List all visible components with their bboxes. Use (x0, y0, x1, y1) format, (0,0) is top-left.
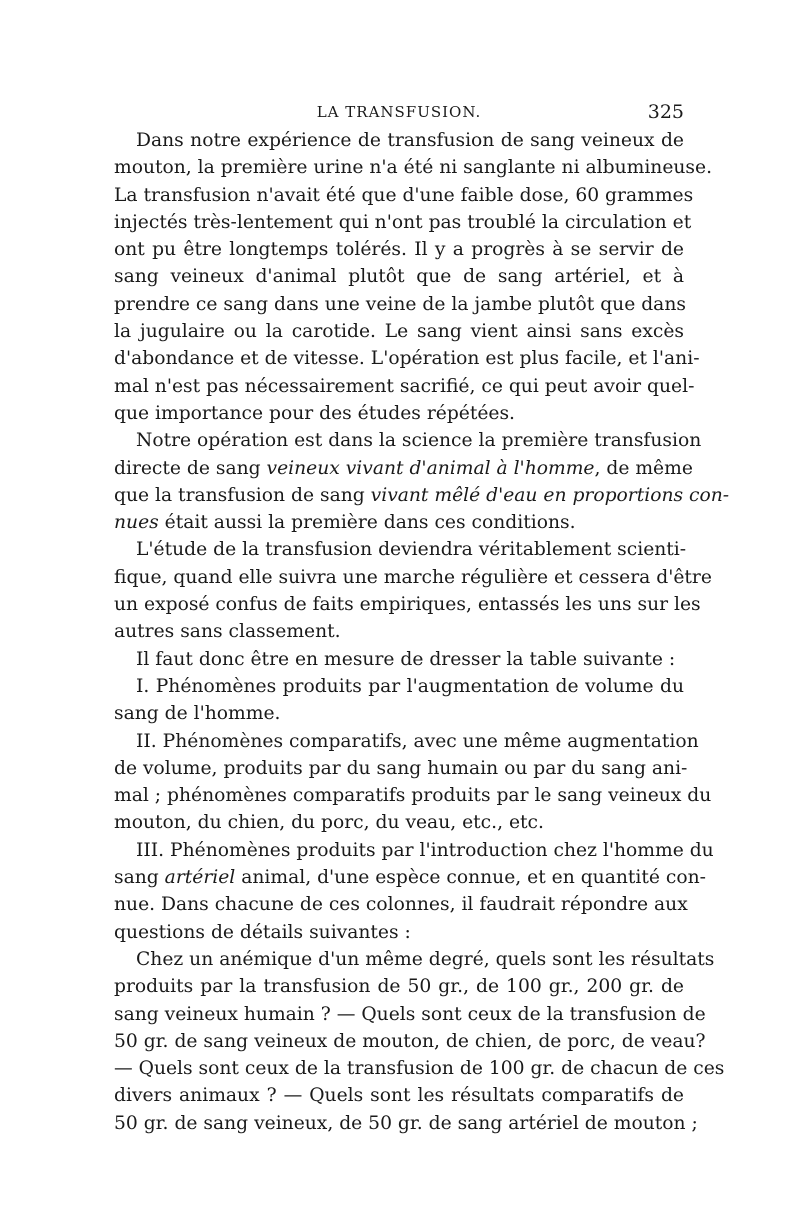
text-line: Dans notre expérience de transfusion de sang veineux de (136, 130, 684, 151)
text-line: Notre opération est dans la science la première transfusion (136, 430, 702, 452)
text-line: que importance pour des études répétées. (114, 402, 515, 424)
text-line: — Quels sont ceux de la transfusion de 100 gr. de chacun de ces (114, 1058, 725, 1080)
text-line: L'étude de la transfusion deviendra véritablement scienti- (136, 539, 687, 561)
text-line: nues était aussi la première dans ces conditions. (114, 512, 576, 534)
text-line: d'abondance et de vitesse. L'opération est plus facile, et l'ani- (114, 348, 700, 370)
text-line: sang artériel animal, d'une espèce connue, et en quantité con- (114, 867, 706, 889)
body-text (114, 127, 730, 1137)
text-line: sang veineux d'animal plutôt que de sang artériel, et à (114, 266, 684, 288)
text-line: ont pu être longtemps tolérés. Il y a progrès à se servir de (114, 239, 684, 261)
text-line: III. Phénomènes produits par l'introduction chez l'homme du (136, 839, 714, 861)
text-line: II. Phénomènes comparatifs, avec une même augmentation (136, 730, 699, 752)
text-line: que la transfusion de sang vivant mêlé d'eau en proportions con- (114, 484, 730, 506)
text-line: mouton, du chien, du porc, du veau, etc., etc. (114, 812, 544, 834)
text-line: injectés très-lentement qui n'ont pas troublé la circulation et (114, 211, 692, 233)
text-line: I. Phénomènes produits par l'augmentation de volume du (136, 675, 684, 697)
text-line: 50 gr. de sang veineux de mouton, de chien, de porc, de veau? (114, 1030, 706, 1052)
text-line: mouton, la première urine n'a été ni sanglante ni albumineuse. (114, 157, 713, 179)
running-title: LA TRANSFUSION. (316, 103, 482, 121)
running-header (114, 100, 684, 124)
text-line: prendre ce sang dans une veine de la jambe plutôt que dans (114, 293, 686, 315)
text-line: divers animaux ? — Quels sont les résultats comparatifs de (114, 1085, 684, 1107)
text-line: 50 gr. de sang veineux, de 50 gr. de sang artériel de mouton ; (114, 1112, 698, 1134)
text-line: un exposé confus de faits empiriques, entassés les uns sur les (114, 594, 701, 616)
page-number: 325 (647, 101, 684, 123)
text-line: sang veineux humain ? — Quels sont ceux de la transfusion de (114, 1003, 706, 1025)
text-line: La transfusion n'avait été que d'une faible dose, 60 grammes (114, 184, 694, 206)
text-line: mal ; phénomènes comparatifs produits par le sang veineux du (114, 785, 712, 807)
text-line: de volume, produits par du sang humain ou par du sang ani- (114, 757, 688, 779)
text-line: questions de détails suivantes : (114, 921, 411, 943)
text-line: directe de sang veineux vivant d'animal à l'homme, de même (114, 457, 693, 479)
text-line: sang de l'homme. (114, 703, 281, 725)
text-line: la jugulaire ou la carotide. Le sang vient ainsi sans excès (114, 321, 684, 343)
text-line: mal n'est pas nécessairement sacrifié, ce qui peut avoir quel- (114, 375, 695, 397)
text-line: autres sans classement. (114, 621, 341, 643)
text-line: nue. Dans chacune de ces colonnes, il faudrait répondre aux (114, 894, 688, 916)
text-line: fique, quand elle suivra une marche régulière et cessera d'être (114, 566, 712, 588)
text-line: Chez un anémique d'un même degré, quels sont les résultats (136, 948, 715, 970)
text-line: Il faut donc être en mesure de dresser la table suivante : (136, 648, 676, 670)
text-line: produits par la transfusion de 50 gr., de 100 gr., 200 gr. de (114, 976, 684, 998)
